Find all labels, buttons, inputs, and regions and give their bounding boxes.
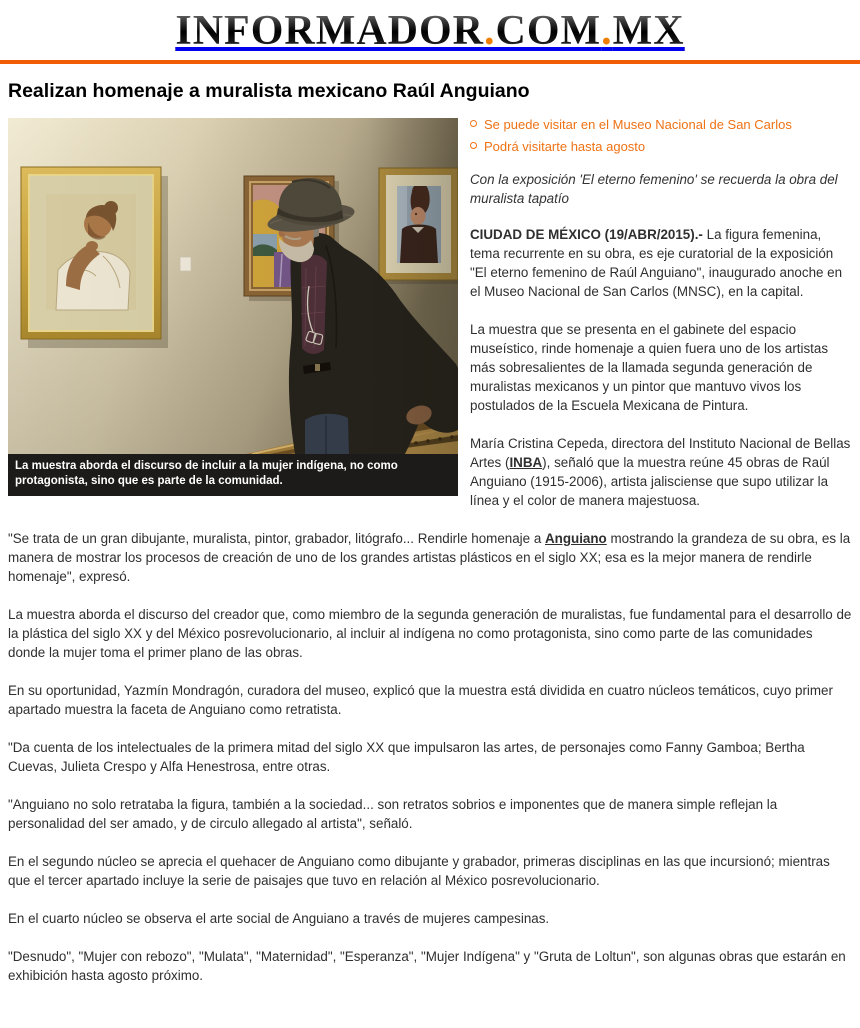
anguiano-link[interactable]: Anguiano [545,531,607,546]
highlight-link-dates[interactable]: Podrá visitarte hasta agosto [484,139,646,154]
bullet-circle-icon [470,142,477,149]
paragraph-10: En el cuarto núcleo se observa el arte social de Anguiano a través de mujeres campesinas. [8,911,550,926]
paragraph-7: "Da cuenta de los intelectuales de la primera mitad del siglo XX que impulsaron las artes, de personajes como Fanny Gamboa; Bertha Cuevas, Julieta Crespo y Alfa Henestrosa, entre otras. [8,740,805,774]
inba-link[interactable]: INBA [509,455,543,470]
masthead-divider [0,60,860,64]
logo-text-mx: MX [612,8,685,54]
highlight-link-museum[interactable]: Se puede visitar en el Museo Nacional de San Carlos [484,117,792,132]
paragraph-5: La muestra aborda el discurso del creador que, como miembro de la segunda generación de muralistas, fue fundamental para el desarrollo de la plástica del siglo XX y del México posrevolucionario, al incluir al indígena no como protagonista, sino como parte de las comunidades donde la mujer toma el primer plano de las obras. [8,607,852,660]
bullet-circle-icon [470,120,477,127]
site-logo[interactable] [175,8,684,54]
paragraph-11: "Desnudo", "Mujer con rebozo", "Mulata", "Maternidad", "Esperanza", "Mujer Indígena" y "Gruta de Loltun", son algunas obras que estarán en exhibición hasta agosto próximo. [8,949,846,983]
paragraph-8: "Anguiano no solo retrataba la figura, también a la sociedad... son retratos sobrios e imponentes que de manera simple reflejan la personalidad del ser amado, y de circulo allegado al artista", señaló. [8,797,778,831]
paragraph-4-before: "Se trata de un gran dibujante, muralista, pintor, grabador, litógrafo... Rendirle homenaje a [8,531,545,546]
article-headline: Realizan homenaje a muralista mexicano Raúl Anguiano [8,80,530,102]
photo-caption: La muestra aborda el discurso de incluir a la mujer indígena, no como protagonista, sino que es parte de la comunidad. [8,454,458,496]
paragraph-2: La muestra que se presenta en el gabinete del espacio museístico, rinde homenaje a quien fuera uno de los artistas más sobresalientes de la llamada segunda generación de muralistas mexicanos y un pintor que mantuvo vivos los postulados de la Escuela Mexicana de Pintura. [470,322,829,413]
article-lead: Con la exposición 'El eterno femenino' se recuerda la obra del muralista tapatío [470,172,838,206]
paragraph-6: En su oportunidad, Yazmín Mondragón, curadora del museo, explicó que la muestra está dividida en cuatro núcleos temáticos, cuyo primer apartado muestra la faceta de Anguiano como retratista. [8,683,833,717]
article-photo [8,118,458,496]
dateline: CIUDAD DE MÉXICO (19/ABR/2015).- [470,227,703,242]
logo-dot-icon: . [484,8,496,54]
masthead [0,0,860,58]
paragraph-3-before: María Cristina Cepeda, directora del Instituto Nacional de Bellas Artes ( [470,436,851,470]
paragraph-9: En el segundo núcleo se aprecia el quehacer de Anguiano como dibujante y grabador, primeras disciplinas en las que incursionó; mientras que el tercer apartado incluye la serie de paisajes que tuvo en relación al México posrevolucionario. [8,854,830,888]
paragraph-4-after: mostrando la grandeza de su obra, es la manera de mostrar los procesos de creación de uno de los grandes artistas plásticos en el siglo XX; esa es la mejor manera de rendirle homenaje", expresó. [8,531,851,584]
logo-text-com: COM [495,8,602,54]
paragraph-3-after: ), señaló que la muestra reúne 45 obras de Raúl Anguiano (1915-2006), artista jalisciense que supo utilizar la línea y el color de manera majestuosa. [470,455,830,508]
gallery-photo-illustration [8,118,458,454]
logo-text-main: INFORMADOR [175,8,484,54]
article-body [0,116,860,1028]
paragraph-4 [8,529,852,586]
paragraph-1-text: La figura femenina, tema recurrente en su obra, es eje curatorial de la exposición "El eterno femenino de Raúl Anguiano", inaugurado anoche en el Museo Nacional de San Carlos (MNSC), en la capital. [470,227,843,299]
logo-dot-icon: . [601,8,613,54]
